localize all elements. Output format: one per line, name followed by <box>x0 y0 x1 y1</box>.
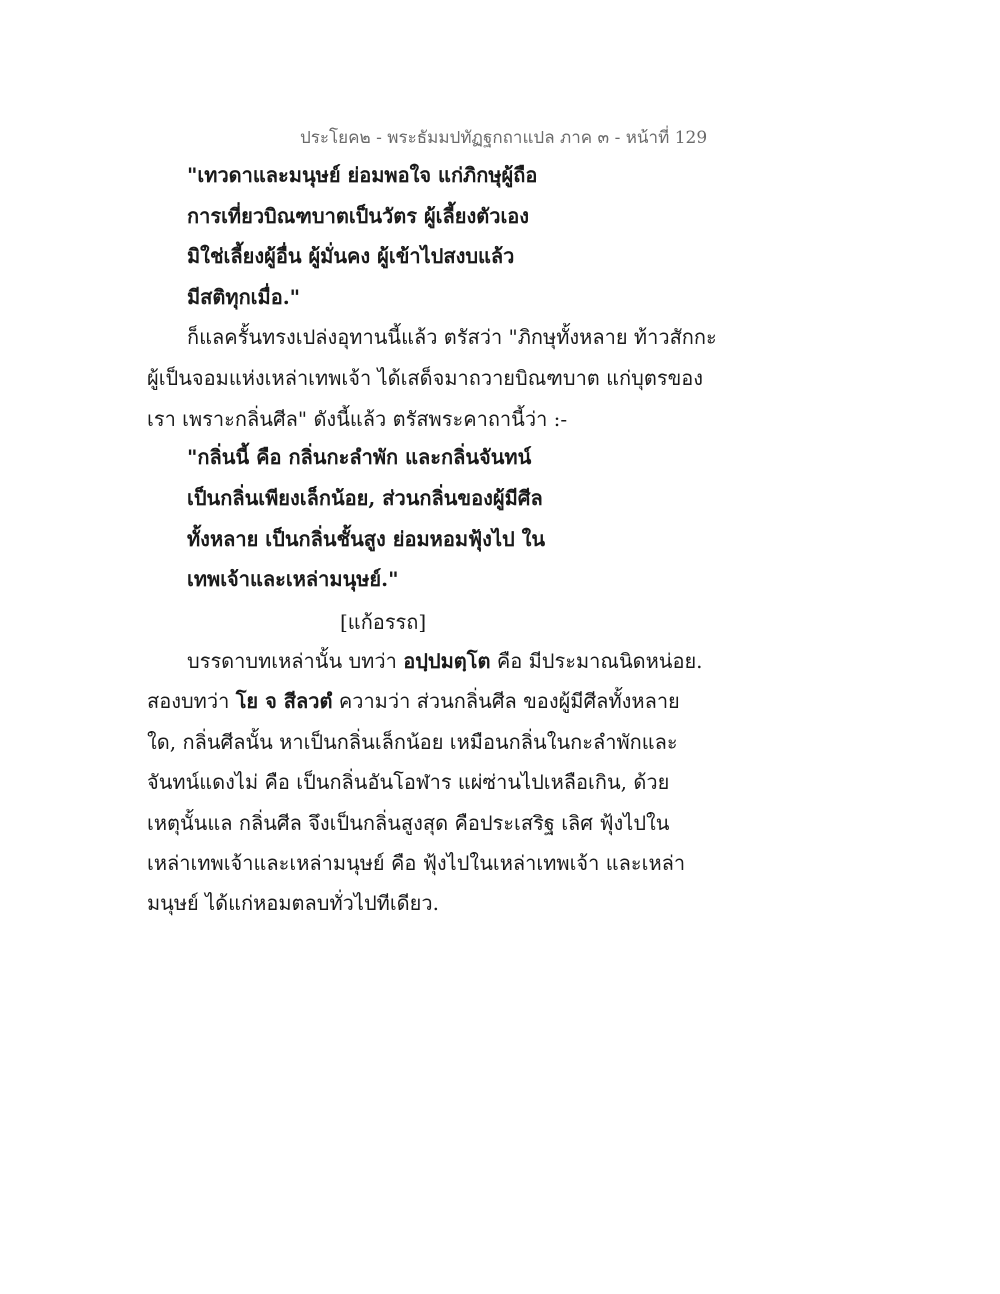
verse2-line-1: "กลิ่นนี้ คือ กลิ่นกะลำพัก และกลิ่นจันทน์ <box>187 445 532 469</box>
pali-term-yo-ca-silavatam: โย จ สีลวตํ <box>235 689 333 713</box>
paragraph2-line-6: เหล่าเทพเจ้าและเหล่ามนุษย์ คือ ฟุ้งไปในเหล่าเทพเจ้า และเหล่า <box>147 851 686 875</box>
paragraph2-line-2 <box>147 688 680 714</box>
verse1-line-3: มิใช่เลี้ยงผู้อื่น ผู้มั่นคง ผู้เข้าไปสงบแล้ว <box>187 244 515 268</box>
paragraph2-line-5: เหตุนั้นแล กลิ่นศีล จึงเป็นกลิ่นสูงสุด คือประเสริฐ เลิศ ฟุ้งไปใน <box>147 811 670 835</box>
section-note: [แก้อรรถ] <box>340 610 427 634</box>
paragraph1-line-2: ผู้เป็นจอมแห่งเหล่าเทพเจ้า ได้เสด็จมาถวายบิณฑบาต แก่บุตรของ <box>147 366 704 390</box>
verse2-line-4: เทพเจ้าและเหล่ามนุษย์." <box>187 567 399 591</box>
verse1-line-2: การเที่ยวบิณฑบาตเป็นวัตร ผู้เลี้ยงตัวเอง <box>187 204 530 228</box>
verse2-line-2: เป็นกลิ่นเพียงเล็กน้อย, ส่วนกลิ่นของผู้มีศีล <box>187 486 543 510</box>
paragraph2-line-4: จันทน์แดงไม่ คือ เป็นกลิ่นอันโอฬาร แผ่ซ่านไปเหลือเกิน, ด้วย <box>147 770 670 794</box>
paragraph2-line-1 <box>187 648 703 674</box>
paragraph1-line-3: เรา เพราะกลิ่นศีล" ดังนี้แล้ว ตรัสพระคาถานี้ว่า :- <box>147 407 568 431</box>
pali-term-appamatto: อปฺปมตฺโต <box>403 649 491 673</box>
paragraph2-line-1-text-c: คือ มีประมาณนิดหน่อย. <box>490 649 703 673</box>
paragraph2-line-7: มนุษย์ ได้แก่หอมตลบทั่วไปทีเดียว. <box>147 891 439 915</box>
paragraph2-line-1-text-a: บรรดาบทเหล่านั้น บทว่า <box>187 649 404 673</box>
verse1-line-1: "เทวดาและมนุษย์ ย่อมพอใจ แก่ภิกษุผู้ถือ <box>187 163 538 187</box>
paragraph2-line-3: ใด, กลิ่นศีลนั้น หาเป็นกลิ่นเล็กน้อย เหมือนกลิ่นในกะลำพักและ <box>147 730 678 754</box>
paragraph2-line-2-text-a: สองบทว่า <box>147 689 236 713</box>
paragraph2-line-2-text-c: ความว่า ส่วนกลิ่นศีล ของผู้มีศีลทั้งหลาย <box>332 689 680 713</box>
paragraph1-line-1: ก็แลครั้นทรงเปล่งอุทานนี้แล้ว ตรัสว่า "ภิกษุทั้งหลาย ท้าวสักกะ <box>187 325 717 349</box>
verse2-line-3: ทั้งหลาย เป็นกลิ่นชั้นสูง ย่อมหอมฟุ้งไป ใน <box>187 527 546 551</box>
verse1-line-4: มีสติทุกเมื่อ." <box>187 285 301 309</box>
running-header: ประโยค๒ - พระธัมมปทัฏฐกถาแปล ภาค ๓ - หน้าที่ 129 <box>300 128 708 148</box>
